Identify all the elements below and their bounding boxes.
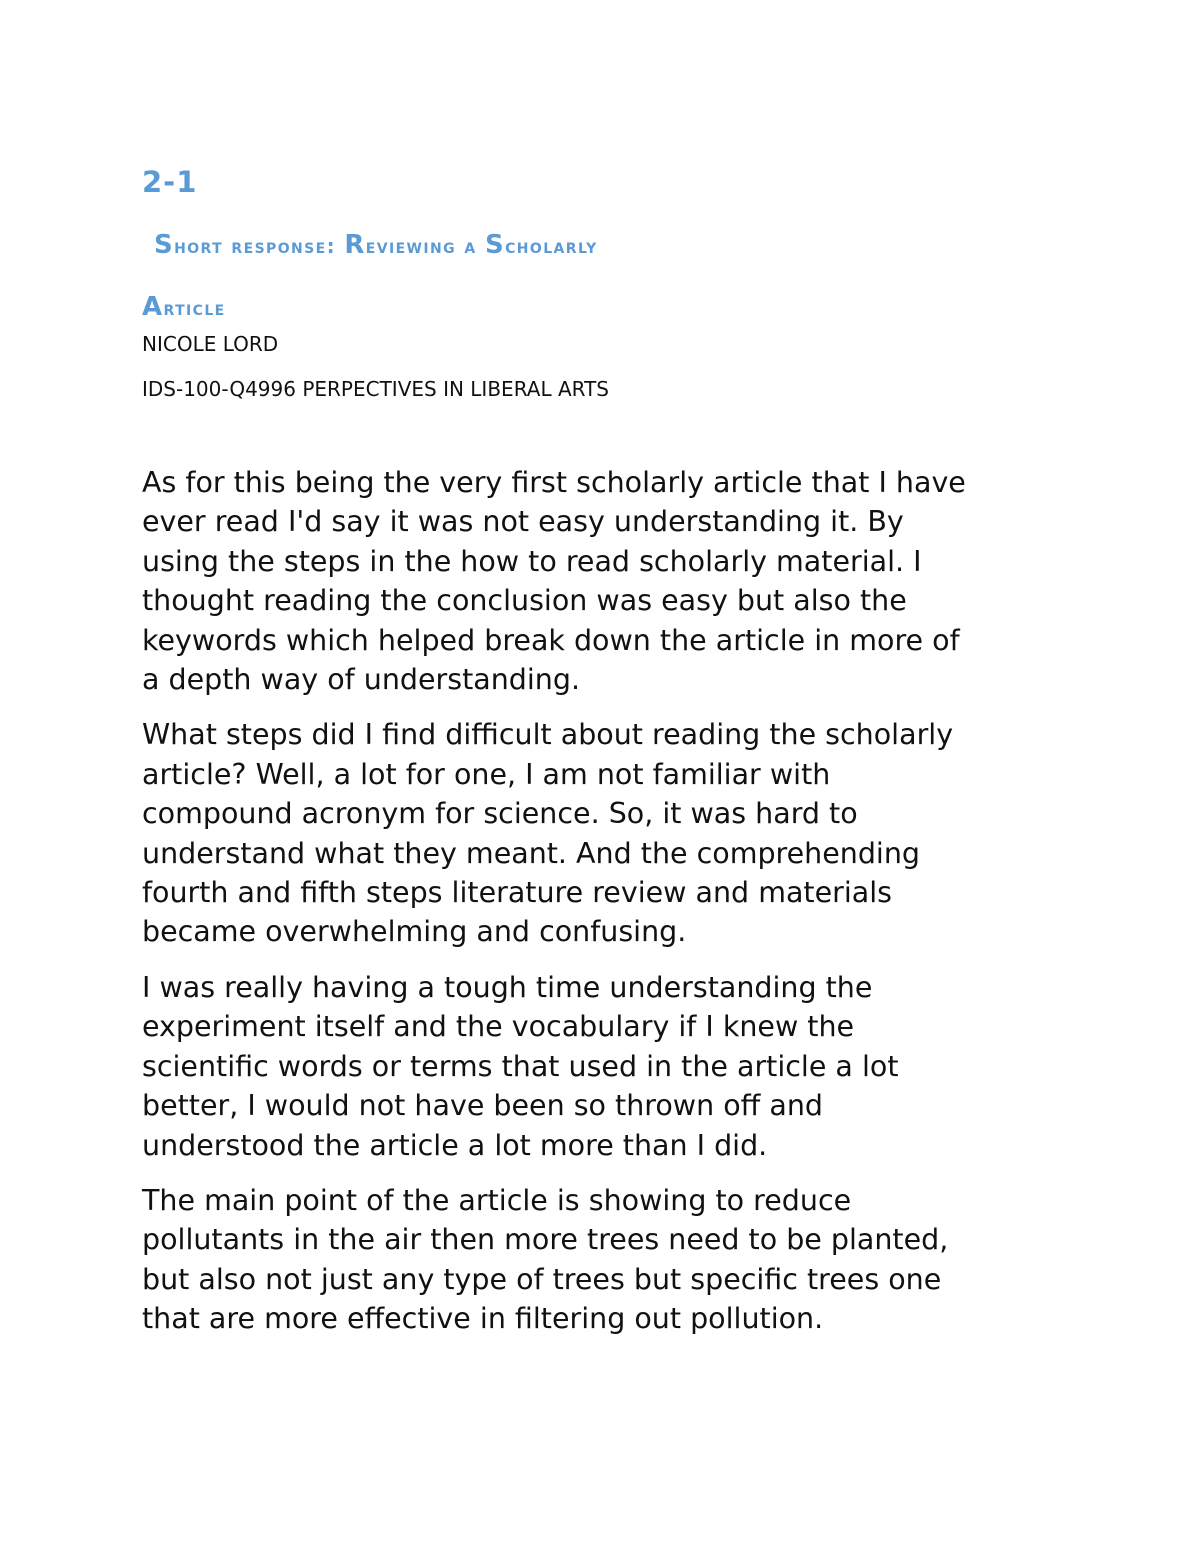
essay-paragraph: The main point of the article is showing to reduce pollutants in the air then more trees need to be planted, but also not just any type of trees but specific trees one that are more effective in filtering out pollution. bbox=[142, 1183, 949, 1336]
essay-paragraph: I was really having a tough time understanding the experiment itself and the vocabulary if I knew the scientific words or terms that used in the article a lot better, I would not have been so thrown off and understood the article a lot more than I did. bbox=[142, 970, 899, 1162]
title-word-rest: cholarly bbox=[505, 234, 598, 258]
essay-paragraph: What steps did I find difficult about reading the scholarly article? Well, a lot for one, I am not familiar with compound acronym for science. So, it was hard to understand what they meant. And the comprehending fourth and fifth steps literature review and materials became overwhelming and confusing. bbox=[142, 718, 954, 949]
title-word-cap: R bbox=[344, 230, 366, 260]
document-number: 2-1 bbox=[142, 165, 198, 199]
title-word-rest: eviewing a bbox=[365, 234, 485, 258]
title-word-cap: S bbox=[154, 230, 175, 260]
title-word-rest: hort response: bbox=[174, 234, 345, 258]
title-word-cap: S bbox=[484, 230, 506, 260]
essay-paragraph: As for this being the very first scholarly article that I have ever read I'd say it was not easy understanding it. By using the steps in the how to read scholarly material. I thought reading the conclusion was easy but also the keywords which helped break down the article in more of a depth way of understanding. bbox=[142, 466, 966, 697]
course-name: IDS-100-Q4996 PERPECTIVES IN LIBERAL ARTS bbox=[142, 377, 609, 401]
document-title-line-1 bbox=[154, 230, 598, 261]
essay-body bbox=[142, 463, 1072, 1355]
title-word-cap: A bbox=[142, 292, 164, 322]
title-word-rest: rticle bbox=[163, 296, 226, 320]
document-title-line-2 bbox=[142, 292, 226, 323]
author-name: NICOLE LORD bbox=[142, 332, 279, 356]
